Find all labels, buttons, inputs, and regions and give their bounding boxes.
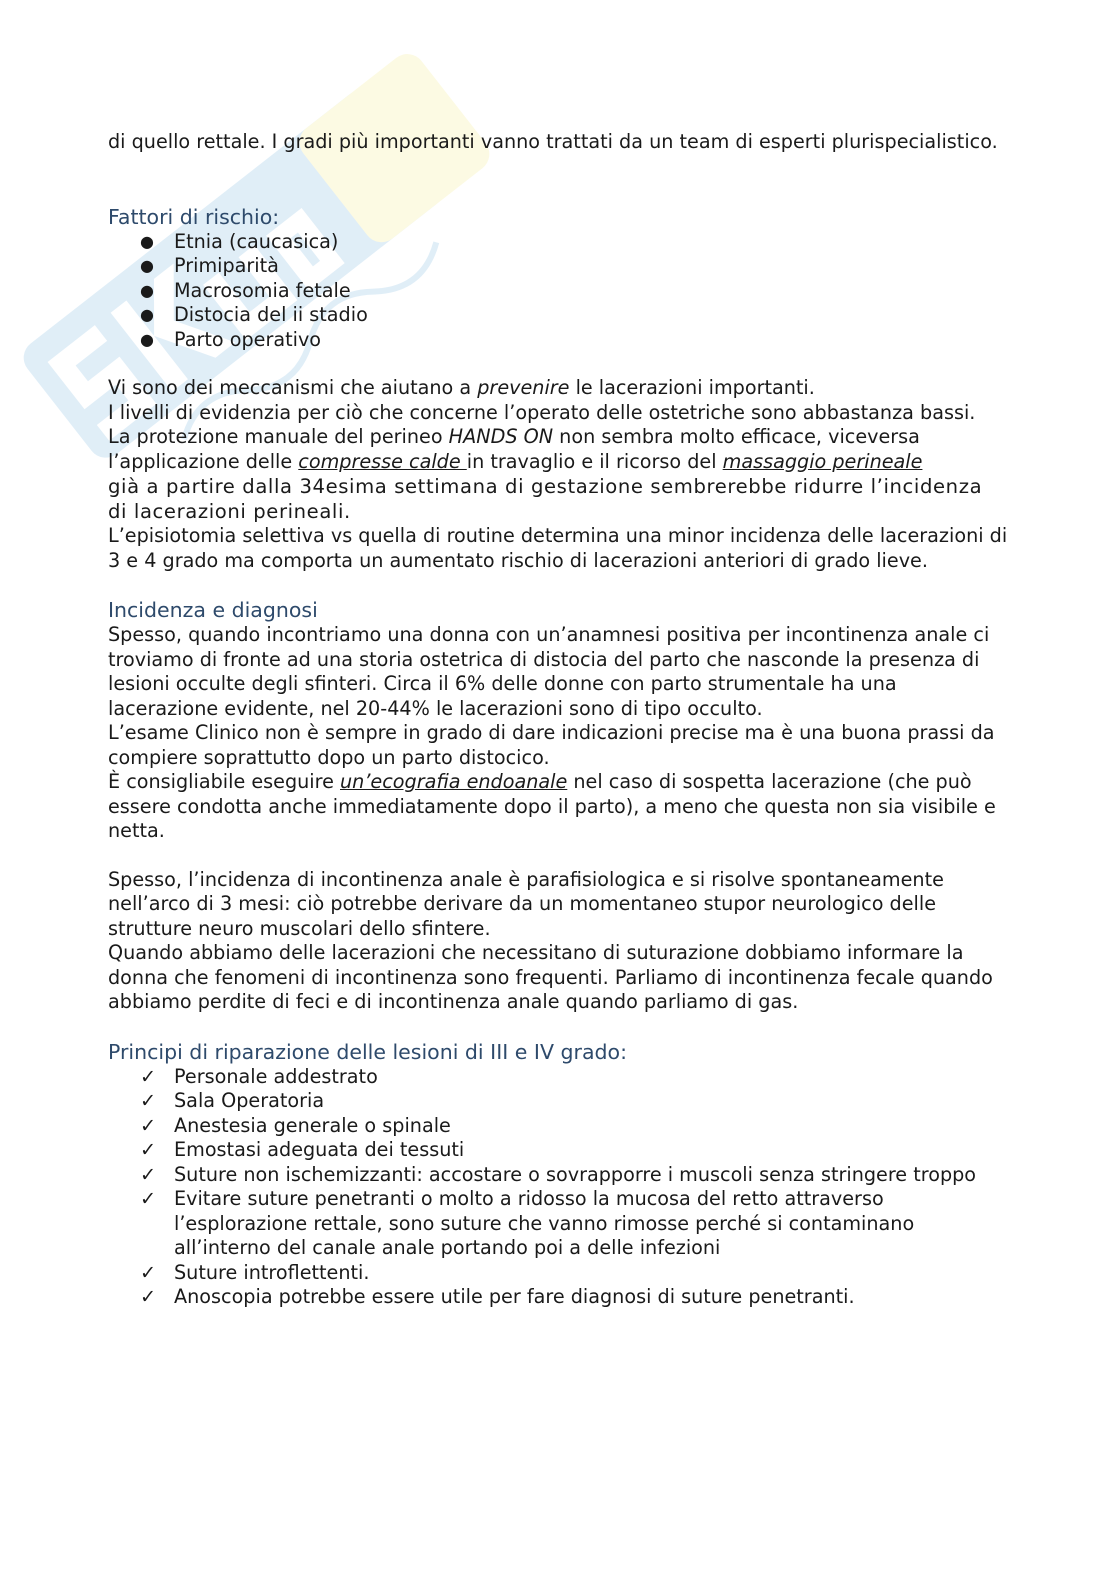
risk-factors-list	[108, 230, 1008, 353]
checkmark-icon: ✓	[140, 1162, 157, 1186]
list-item: ✓ Personale addestrato	[140, 1064, 378, 1088]
checkmark-icon: ✓	[140, 1260, 157, 1284]
risk-factors-heading: Fattori di rischio:	[108, 204, 280, 229]
prevention-paragraph-3b: già a partire dalla 34esima settimana di gestazione sembrerebbe ridurre l’incidenza di lacerazioni perineali.	[108, 475, 983, 523]
checkmark-icon: ✓	[140, 1285, 157, 1308]
prevention-paragraph-3: La protezione manuale del perineo HANDS ON non sembra molto efficace, viceversa l’applicazione delle compresse calde in travaglio e il ricorso del massaggio perineale	[108, 425, 923, 473]
link-massaggio-perineale: massaggio perineale	[722, 449, 923, 473]
bullet-icon: ●	[140, 329, 154, 349]
bullet-icon: ●	[140, 305, 154, 324]
list-item: ✓ Suture introflettenti.	[140, 1260, 370, 1284]
list-item: ● Macrosomia fetale	[140, 278, 351, 302]
list-item: ✓ Evitare suture penetranti o molto a ridosso la mucosa del retto attraverso l’esplorazione rettale, sono suture che vanno rimosse perché si contaminano all’interno del canale anale portando poi a delle infezioni	[140, 1187, 915, 1259]
checkmark-icon: ✓	[140, 1089, 157, 1112]
list-item: ✓ Suture non ischemizzanti: accostare o sovrapporre i muscoli senza stringere troppo	[140, 1162, 977, 1186]
emphasis-hands-on: HANDS ON	[448, 425, 554, 448]
link-compresse-calde: compresse calde	[298, 449, 467, 473]
bullet-icon: ●	[140, 231, 154, 251]
list-item: ✓ Anestesia generale o spinale	[140, 1113, 451, 1137]
checkmark-icon: ✓	[140, 1064, 157, 1088]
incidence-paragraph-4: Spesso, l’incidenza di incontinenza anale è parafisiologica e si risolve spontaneamente nell’arco di 3 mesi: ciò potrebbe derivare da un momentaneo stupor neurologico delle strutture neuro muscolari dello sfintere.	[108, 867, 944, 940]
list-item: ● Etnia (caucasica)	[140, 229, 339, 253]
incidence-paragraph-5: Quando abbiamo delle lacerazioni che necessitano di suturazione dobbiamo informare la donna che fenomeni di incontinenza sono frequenti. Parliamo di incontinenza fecale quando abbiamo perdite di feci e di incontinenza anale quando parliamo di gas.	[108, 941, 993, 1013]
checkmark-icon: ✓	[140, 1113, 157, 1137]
list-item: ● Parto operativo	[140, 327, 322, 351]
document-page	[108, 130, 1008, 1310]
list-item: ● Distocia del ii stadio	[140, 303, 368, 326]
list-item: ✓ Emostasi adeguata dei tessuti	[140, 1138, 465, 1161]
repair-principles-list	[108, 1065, 1008, 1310]
intro-paragraph: di quello rettale. I gradi più importanti vanno trattati da un team di esperti plurispecialistico.	[108, 130, 998, 153]
incidence-paragraph-2: L’esame Clinico non è sempre in grado di dare indicazioni precise ma è una buona prassi da compiere soprattutto dopo un parto distocico.	[108, 721, 995, 769]
prevention-paragraph-4: L’episiotomia selettiva vs quella di routine determina una minor incidenza delle lacerazioni di 3 e 4 grado ma comporta un aumentato rischio di lacerazioni anteriori di grado lieve.	[108, 524, 1008, 572]
checkmark-icon: ✓	[140, 1187, 157, 1210]
bullet-icon: ●	[140, 280, 154, 300]
repair-heading: Principi di riparazione delle lesioni di III e IV grado:	[108, 1039, 627, 1064]
list-item: ✓ Sala Operatoria	[140, 1089, 325, 1112]
incidence-paragraph-1: Spesso, quando incontriamo una donna con un’anamnesi positiva per incontinenza anale ci troviamo di fronte ad una storia ostetrica di distocia del parto che nasconde la presenza di lesioni occulte degli sfinteri. Circa il 6% delle donne con parto strumentale ha una lacerazione evidente, nel 20-44% le lacerazioni sono di tipo occulto.	[108, 623, 990, 720]
checkmark-icon: ✓	[140, 1138, 157, 1161]
incidence-paragraph-3: È consigliabile eseguire un’ecografia endoanale nel caso di sospetta lacerazione (che può essere condotta anche immediatamente dopo il parto), a meno che questa non sia visibile e netta.	[108, 770, 996, 842]
prevention-paragraph-1: Vi sono dei meccanismi che aiutano a prevenire le lacerazioni importanti.	[108, 376, 815, 399]
list-item: ● Primiparità	[140, 254, 279, 277]
incidence-heading: Incidenza e diagnosi	[108, 598, 318, 622]
emphasis-prevenire: prevenire	[477, 376, 570, 399]
link-ecografia-endoanale: un’ecografia endoanale	[340, 770, 568, 793]
list-item: ✓ Anoscopia potrebbe essere utile per fare diagnosi di suture penetranti.	[140, 1285, 855, 1308]
bullet-icon: ●	[140, 256, 154, 275]
prevention-paragraph-2: I livelli di evidenzia per ciò che concerne l’operato delle ostetriche sono abbastanza bassi.	[108, 400, 976, 424]
